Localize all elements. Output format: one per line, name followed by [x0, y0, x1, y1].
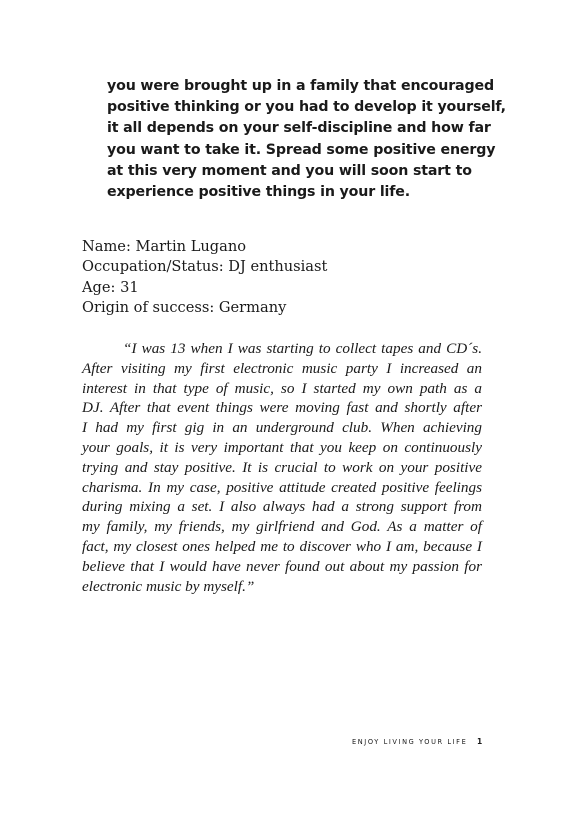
intro-line: you want to take it. Spread some positive energy: [107, 141, 496, 158]
quote-line: After visiting my first electronic music party I increased an: [82, 359, 482, 377]
quote-line: interest in that type of music, so I started my own path as a: [82, 379, 482, 397]
profile-block: [82, 237, 327, 318]
intro-line: you were brought up in a family that encouraged: [107, 78, 494, 94]
testimonial-quote: [82, 339, 482, 596]
intro-line: at this very moment and you will soon start to: [107, 162, 472, 179]
quote-line: I had my first gig in an underground club. When achieving: [82, 419, 482, 437]
page-number: 1: [477, 737, 483, 746]
profile-occupation: Occupation/Status: DJ enthusiast: [82, 258, 328, 276]
quote-line: electronic music by myself.”: [82, 577, 255, 595]
profile-name: Name: Martin Lugano: [82, 238, 247, 255]
intro-line: positive thinking or you had to develop it yourself,: [107, 99, 506, 116]
quote-line: DJ. After that event things were moving fast and shortly after: [82, 399, 482, 417]
quote-line: your goals, it is very important that you keep on continuously: [82, 438, 482, 456]
quote-line: trying and stay positive. It is crucial to work on your positive: [82, 458, 482, 476]
quote-line: my family, my friends, my girlfriend and God. As a matter of: [82, 518, 482, 536]
running-title: ENJOY LIVING YOUR LIFE: [352, 738, 468, 746]
intro-line: experience positive things in your life.: [107, 184, 411, 201]
quote-line: fact, my closest ones helped me to discover who I am, because I: [82, 537, 482, 555]
intro-line: it all depends on your self-discipline and how far: [107, 120, 491, 137]
intro-paragraph: [107, 76, 506, 203]
quote-line: believe that I would have never found out about my passion for: [82, 557, 482, 575]
quote-line: “I was 13 when I was starting to collect tapes and CD´s.: [123, 340, 482, 357]
profile-age: Age: 31: [82, 278, 139, 296]
quote-line: charisma. In my case, positive attitude created positive feelings: [82, 478, 482, 496]
quote-line: during mixing a set. I also always had a strong support from: [82, 498, 482, 516]
profile-origin: Origin of success: Germany: [82, 298, 287, 316]
